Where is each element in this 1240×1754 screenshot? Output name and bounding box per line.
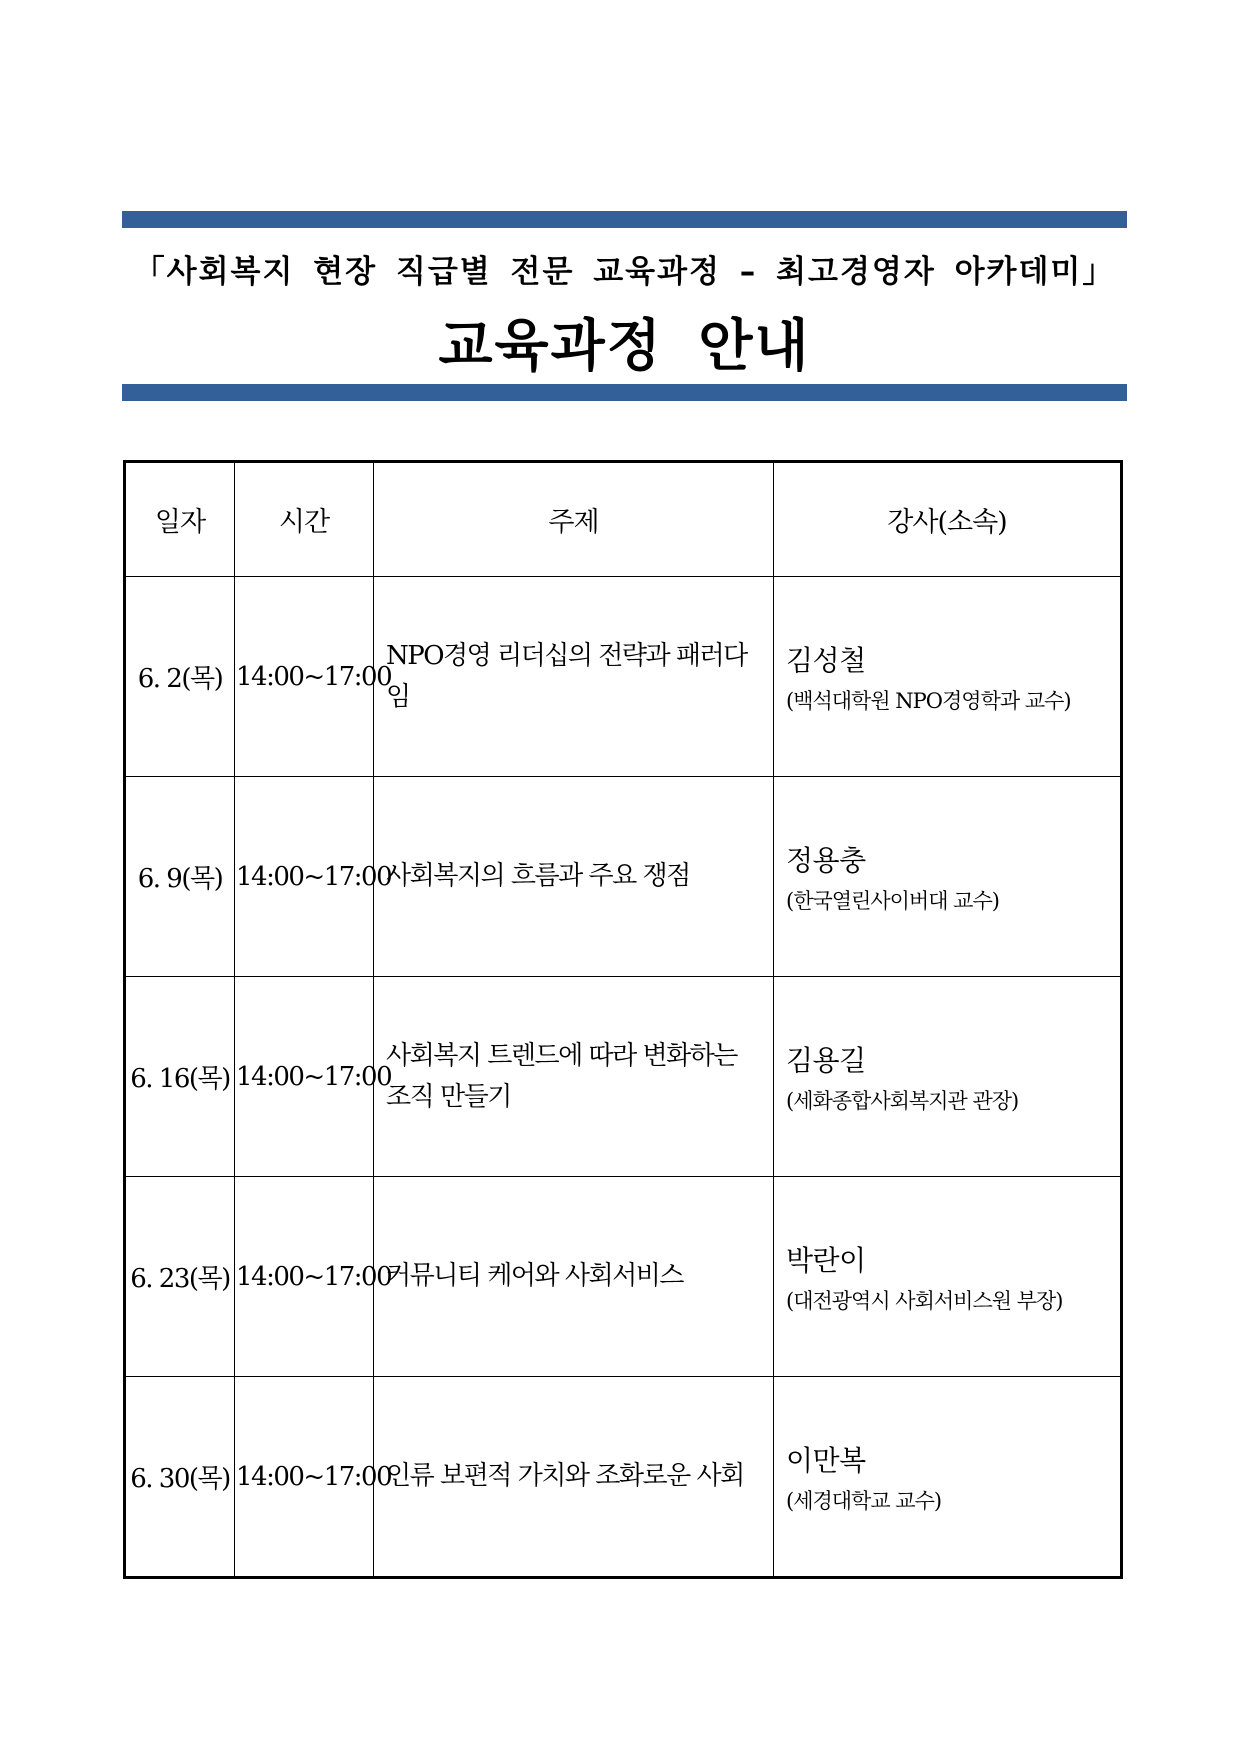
session-topic: 커뮤니티 케어와 사회서비스 <box>374 1177 774 1377</box>
top-accent-bar <box>122 211 1127 228</box>
speaker-affiliation: (한국열린사이버대 교수) <box>786 888 999 913</box>
column-header-time: 시간 <box>235 462 374 577</box>
speaker-name: 김성철 <box>786 643 866 677</box>
table-row <box>125 1177 1122 1377</box>
speaker-name: 이만복 <box>786 1443 866 1477</box>
speaker-affiliation: (대전광역시 사회서비스원 부장) <box>786 1288 1063 1313</box>
speaker-name: 정용충 <box>786 843 866 877</box>
session-speaker <box>774 577 1122 777</box>
session-speaker <box>774 777 1122 977</box>
table-row <box>125 977 1122 1177</box>
column-header-date: 일자 <box>125 462 235 577</box>
column-header-speaker: 강사(소속) <box>774 462 1122 577</box>
session-time: 14:00~17:00 <box>235 1377 374 1578</box>
session-speaker <box>774 1377 1122 1578</box>
speaker-affiliation: (세경대학교 교수) <box>786 1488 942 1513</box>
session-date: 6. 2(목) <box>125 577 235 777</box>
session-date: 6. 9(목) <box>125 777 235 977</box>
session-topic: 인류 보편적 가치와 조화로운 사회 <box>374 1377 774 1578</box>
table-row <box>125 577 1122 777</box>
session-speaker <box>774 1177 1122 1377</box>
schedule-table <box>123 460 1123 1579</box>
speaker-affiliation: (백석대학원 NPO경영학과 교수) <box>786 688 1071 713</box>
session-date: 6. 30(목) <box>125 1377 235 1578</box>
table-row <box>125 1377 1122 1578</box>
table-row <box>125 777 1122 977</box>
session-speaker <box>774 977 1122 1177</box>
session-time: 14:00~17:00 <box>235 777 374 977</box>
speaker-name: 박란이 <box>786 1243 866 1277</box>
session-topic: 사회복지 트렌드에 따라 변화하는 조직 만들기 <box>374 977 774 1177</box>
program-subtitle: 「사회복지 현장 직급별 전문 교육과정 – 최고경영자 아카데미」 <box>133 254 1116 290</box>
session-topic: NPO경영 리더십의 전략과 패러다임 <box>374 577 774 777</box>
table-header-row <box>125 462 1122 577</box>
session-date: 6. 16(목) <box>125 977 235 1177</box>
session-time: 14:00~17:00 <box>235 977 374 1177</box>
session-topic: 사회복지의 흐름과 주요 쟁점 <box>374 777 774 977</box>
session-time: 14:00~17:00 <box>235 577 374 777</box>
page-title: 교육과정 안내 <box>438 314 811 379</box>
session-time: 14:00~17:00 <box>235 1177 374 1377</box>
bottom-accent-bar <box>122 384 1127 401</box>
session-date: 6. 23(목) <box>125 1177 235 1377</box>
speaker-affiliation: (세화종합사회복지관 관장) <box>786 1088 1019 1113</box>
column-header-topic: 주제 <box>374 462 774 577</box>
speaker-name: 김용길 <box>786 1043 866 1077</box>
